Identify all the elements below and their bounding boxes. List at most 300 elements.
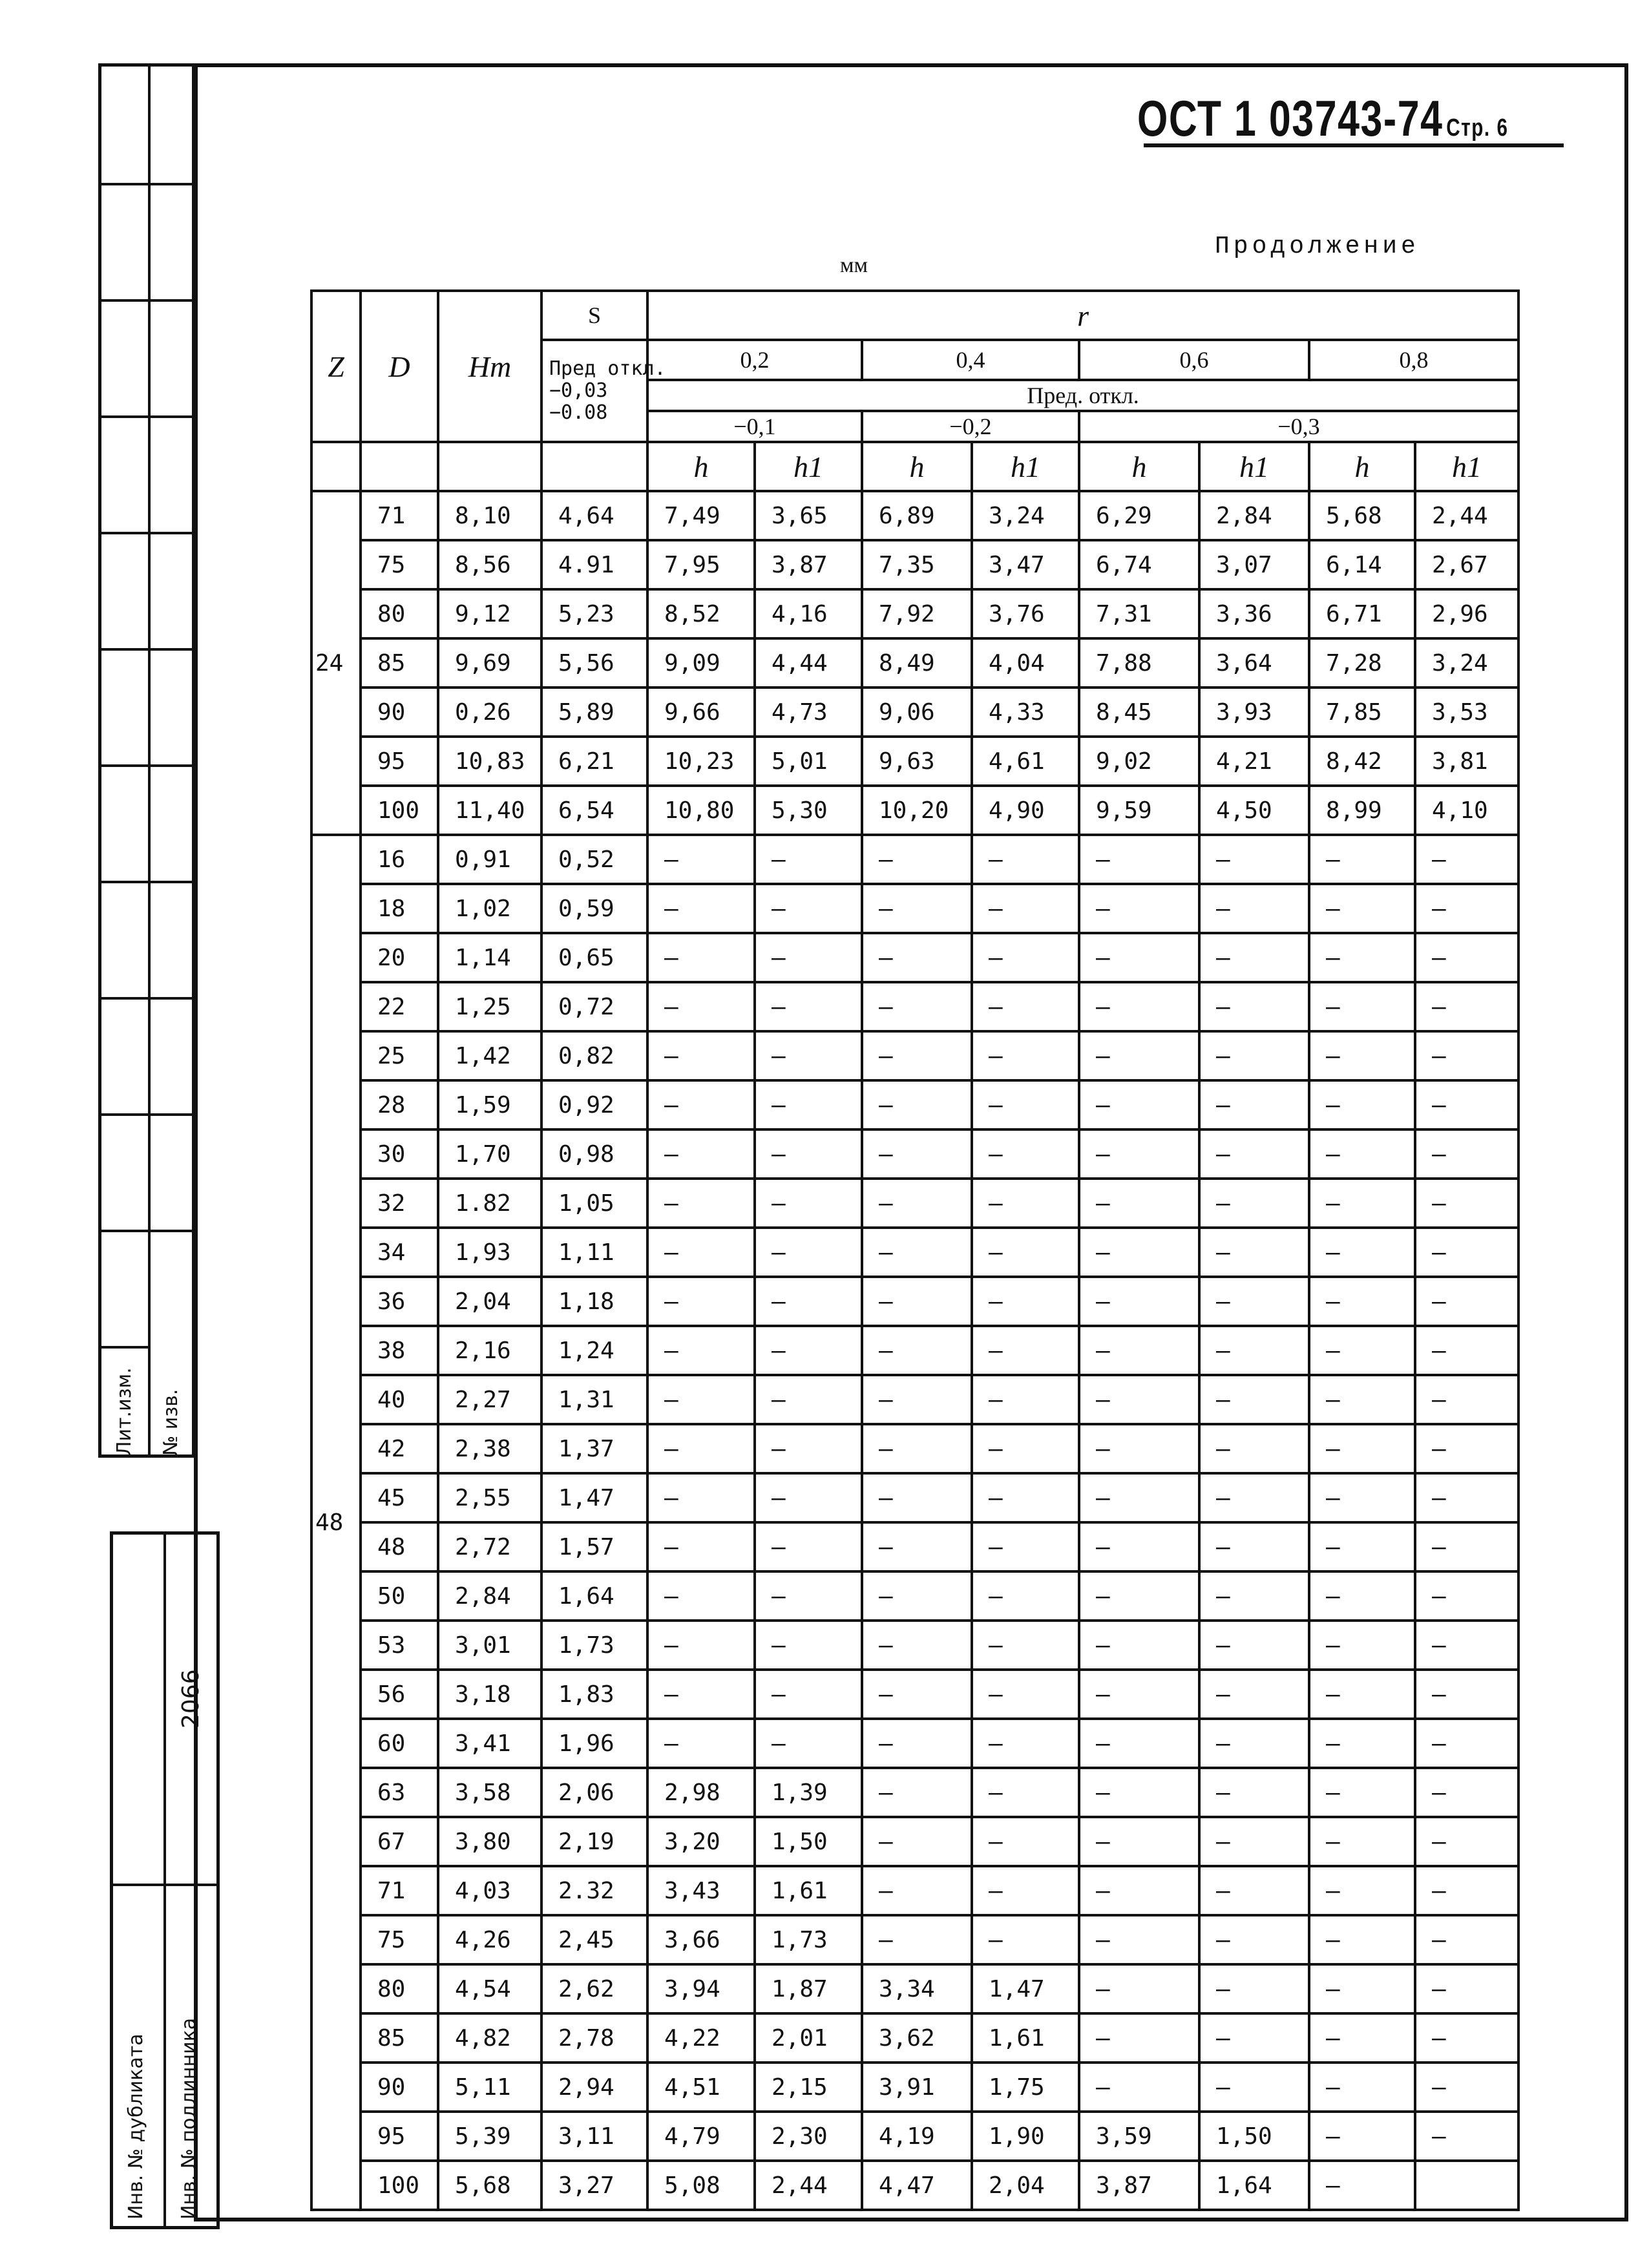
header-r-value: 0,2 [647, 340, 862, 380]
h-value: – [1309, 1522, 1415, 1571]
s-value: 0,98 [541, 1129, 647, 1179]
h1-value: – [1415, 1473, 1518, 1522]
h-value: – [862, 1129, 972, 1179]
h1-value: – [755, 1031, 862, 1080]
standard-number: ОСТ 1 03743-74 [1137, 90, 1444, 147]
s-value: 1,57 [541, 1522, 647, 1571]
h1-value: – [972, 1277, 1079, 1326]
h1-value: 1,39 [755, 1768, 862, 1817]
table-row [311, 884, 1518, 933]
h-value: 8,52 [647, 589, 755, 638]
stamp-cell [148, 532, 195, 534]
h-value: 3,59 [1079, 2112, 1199, 2161]
h-value: 9,02 [1079, 737, 1199, 786]
d-value: 53 [361, 1621, 438, 1670]
s-value: 4.91 [541, 540, 647, 589]
ht-value: 0,91 [438, 835, 541, 884]
h-value: – [1079, 1621, 1199, 1670]
stamp-cell [101, 415, 148, 418]
h-value: – [1079, 1670, 1199, 1719]
s-value: 5,56 [541, 638, 647, 688]
h1-value: – [755, 1473, 862, 1522]
h1-value: 4,50 [1199, 786, 1309, 835]
h1-value: – [972, 1915, 1079, 1964]
h-value: – [1309, 933, 1415, 982]
h1-value: – [1415, 1424, 1518, 1473]
ht-value: 4,03 [438, 1866, 541, 1915]
h1-value: – [972, 1522, 1079, 1571]
h-value: – [1309, 1915, 1415, 1964]
h1-value: – [972, 1768, 1079, 1817]
unit-label: мм [840, 253, 868, 277]
h-value: – [1309, 1621, 1415, 1670]
h-value: – [862, 1670, 972, 1719]
h1-value: – [755, 835, 862, 884]
d-value: 60 [361, 1719, 438, 1768]
h1-value: – [1199, 1277, 1309, 1326]
d-value: 95 [361, 737, 438, 786]
s-value: 6,54 [541, 786, 647, 835]
h1-value: – [972, 1817, 1079, 1866]
h1-value: 1,61 [972, 2013, 1079, 2063]
stamp-cell [148, 648, 195, 651]
ht-value: 1,70 [438, 1129, 541, 1179]
lit-izm-label: Лит.изм. [113, 1367, 136, 1456]
table-row [311, 2063, 1518, 2112]
h-value: – [862, 1719, 972, 1768]
h1-value: – [755, 1277, 862, 1326]
table-row [311, 835, 1518, 884]
h1-value: 4,10 [1415, 786, 1518, 835]
h-value: – [1309, 2063, 1415, 2112]
table-row [311, 982, 1518, 1031]
s-value: 1,96 [541, 1719, 647, 1768]
h-value: – [862, 1424, 972, 1473]
h1-value: – [972, 1571, 1079, 1621]
h1-value: – [972, 1080, 1079, 1129]
s-value: 0,92 [541, 1080, 647, 1129]
h1-value: – [755, 1228, 862, 1277]
table-row [311, 540, 1518, 589]
d-value: 28 [361, 1080, 438, 1129]
s-value: 1,73 [541, 1621, 647, 1670]
table-row [311, 1031, 1518, 1080]
h1-value: – [1199, 2063, 1309, 2112]
h-value: 9,59 [1079, 786, 1199, 835]
ht-value: 3,58 [438, 1768, 541, 1817]
h-value: 7,92 [862, 589, 972, 638]
h-value: – [1309, 2013, 1415, 2063]
h1-value: 2,04 [972, 2161, 1079, 2210]
s-tolerance-lower: −0.08 [549, 401, 608, 424]
h-value: 3,43 [647, 1866, 755, 1915]
h-value: – [1079, 1326, 1199, 1375]
h1-value: – [1199, 1473, 1309, 1522]
h1-value: 4,21 [1199, 737, 1309, 786]
h1-value: – [1415, 1031, 1518, 1080]
stamp-cell [148, 764, 195, 767]
h1-value: – [972, 1375, 1079, 1424]
h1-value: – [1199, 1179, 1309, 1228]
h1-value: – [1415, 1129, 1518, 1179]
s-value: 1,11 [541, 1228, 647, 1277]
ht-value: 1,02 [438, 884, 541, 933]
h-value: – [1079, 1719, 1199, 1768]
h-value: 9,66 [647, 688, 755, 737]
header-d: D [361, 291, 438, 442]
h-value: 6,29 [1079, 491, 1199, 540]
h-value: – [1079, 1571, 1199, 1621]
h1-value: – [972, 835, 1079, 884]
s-value: 2,94 [541, 2063, 647, 2112]
h1-value: 3,65 [755, 491, 862, 540]
header-tolerance: −0,1 [647, 411, 862, 442]
d-value: 85 [361, 2013, 438, 2063]
revision-stamp [98, 63, 195, 1458]
no-izv-label: № изв. [160, 1389, 182, 1456]
table-row [311, 786, 1518, 835]
h1-value: 3,93 [1199, 688, 1309, 737]
header-r-value: 0,4 [862, 340, 1079, 380]
h1-value: – [755, 884, 862, 933]
ht-value: 4,54 [438, 1964, 541, 2013]
h1-value: 2,96 [1415, 589, 1518, 638]
ht-value: 5,11 [438, 2063, 541, 2112]
h1-value: – [972, 1670, 1079, 1719]
h1-value: – [755, 933, 862, 982]
d-value: 95 [361, 2112, 438, 2161]
h1-value: 3,24 [1415, 638, 1518, 688]
h1-value: – [972, 1228, 1079, 1277]
ht-value: 2,55 [438, 1473, 541, 1522]
h-value: – [1309, 982, 1415, 1031]
s-value: 2,19 [541, 1817, 647, 1866]
h1-value: – [1199, 835, 1309, 884]
h1-value: – [1415, 2063, 1518, 2112]
h1-value: – [755, 1670, 862, 1719]
inv-dubl-label: Инв. № дубликата [125, 2033, 147, 2220]
header-tolerance: −0,2 [862, 411, 1079, 442]
h1-value: – [1199, 982, 1309, 1031]
h-value: 3,62 [862, 2013, 972, 2063]
d-value: 56 [361, 1670, 438, 1719]
h-value: – [1309, 1768, 1415, 1817]
table-row [311, 2161, 1518, 2210]
stamp-cell [148, 183, 195, 185]
table-row [311, 1179, 1518, 1228]
h-value: – [1079, 1768, 1199, 1817]
s-value: 2.32 [541, 1866, 647, 1915]
header-h1: h1 [1199, 442, 1309, 491]
h-value: – [1079, 835, 1199, 884]
h-value: 3,34 [862, 1964, 972, 2013]
s-value: 4,64 [541, 491, 647, 540]
h-value: – [1309, 1571, 1415, 1621]
s-value: 1,83 [541, 1670, 647, 1719]
h-value: – [647, 1129, 755, 1179]
h1-value: 1,61 [755, 1866, 862, 1915]
h-value: 8,99 [1309, 786, 1415, 835]
h-value: – [647, 835, 755, 884]
table-row [311, 2013, 1518, 2063]
h-value: – [647, 1277, 755, 1326]
header-tolerance: −0,3 [1079, 411, 1518, 442]
h1-value: – [755, 982, 862, 1031]
h-value: – [647, 1621, 755, 1670]
h-value: – [1079, 1817, 1199, 1866]
h-value: – [647, 1473, 755, 1522]
table-row [311, 1522, 1518, 1571]
d-value: 90 [361, 2063, 438, 2112]
ht-value: 1,59 [438, 1080, 541, 1129]
ht-value: 5,68 [438, 2161, 541, 2210]
h1-value: – [1199, 1621, 1309, 1670]
h1-value: 3,36 [1199, 589, 1309, 638]
s-value: 2,06 [541, 1768, 647, 1817]
h-value: 3,91 [862, 2063, 972, 2112]
h-value: 6,89 [862, 491, 972, 540]
h-value: – [1309, 1129, 1415, 1179]
table-row [311, 1129, 1518, 1179]
table-row [311, 1326, 1518, 1375]
h-value: 5,08 [647, 2161, 755, 2210]
h-value: – [862, 1621, 972, 1670]
h1-value: – [1199, 2013, 1309, 2063]
h-value: – [1079, 1080, 1199, 1129]
h-value: 4,22 [647, 2013, 755, 2063]
document-code [1137, 89, 1509, 148]
h1-value: 1,73 [755, 1915, 862, 1964]
h1-value: 2,44 [1415, 491, 1518, 540]
h1-value: – [1415, 1866, 1518, 1915]
d-value: 50 [361, 1571, 438, 1621]
h-value: 7,28 [1309, 638, 1415, 688]
h-value: – [647, 1179, 755, 1228]
page-number: Стр. 6 [1446, 114, 1509, 142]
s-value: 1,18 [541, 1277, 647, 1326]
h1-value: – [1199, 1424, 1309, 1473]
h-value: 10,80 [647, 786, 755, 835]
h1-value: – [1415, 835, 1518, 884]
stamp-column-divider [163, 1535, 166, 2226]
table-row [311, 1915, 1518, 1964]
table-row [311, 1080, 1518, 1129]
table-row [311, 1375, 1518, 1424]
h1-value: 2,84 [1199, 491, 1309, 540]
h1-value: 4,04 [972, 638, 1079, 688]
h1-value: 4,16 [755, 589, 862, 638]
h-value: – [862, 1473, 972, 1522]
h1-value: 1,87 [755, 1964, 862, 2013]
s-value: 1,64 [541, 1571, 647, 1621]
h-value: – [1309, 1473, 1415, 1522]
h1-value: 1,50 [755, 1817, 862, 1866]
ht-value: 9,69 [438, 638, 541, 688]
h1-value: 1,50 [1199, 2112, 1309, 2161]
stamp-cell [101, 532, 148, 534]
d-value: 45 [361, 1473, 438, 1522]
h-value: 10,23 [647, 737, 755, 786]
h-value: – [1079, 1129, 1199, 1179]
header-h: h [647, 442, 755, 491]
h1-value: – [1199, 1964, 1309, 2013]
table-row [311, 1621, 1518, 1670]
header-spacer [311, 442, 361, 491]
h-value: – [1309, 1424, 1415, 1473]
header-pred-otkl: Пред. откл. [647, 380, 1518, 411]
s-value: 1,31 [541, 1375, 647, 1424]
s-value: 6,21 [541, 737, 647, 786]
header-z: Z [311, 291, 361, 442]
header-h: h [1309, 442, 1415, 491]
d-value: 80 [361, 589, 438, 638]
h-value: 4,47 [862, 2161, 972, 2210]
header-r-value: 0,8 [1309, 340, 1518, 380]
d-value: 30 [361, 1129, 438, 1179]
h1-value: – [1415, 2013, 1518, 2063]
h-value: – [1309, 1866, 1415, 1915]
h1-value: – [972, 1473, 1079, 1522]
table-row [311, 638, 1518, 688]
h1-value: – [972, 1179, 1079, 1228]
s-value: 1,05 [541, 1179, 647, 1228]
h1-value: – [1415, 1375, 1518, 1424]
d-value: 38 [361, 1326, 438, 1375]
s-value: 1,37 [541, 1424, 647, 1473]
h1-value: 5,01 [755, 737, 862, 786]
h1-value: – [1199, 933, 1309, 982]
stamp-cell [148, 1230, 195, 1232]
h-value: – [1309, 2161, 1415, 2210]
h-value: – [1079, 1228, 1199, 1277]
ht-value: 8,10 [438, 491, 541, 540]
h1-value: – [1199, 1326, 1309, 1375]
h1-value: – [1199, 1866, 1309, 1915]
h1-value: – [972, 1866, 1079, 1915]
h1-value: 4,33 [972, 688, 1079, 737]
h-value: – [1309, 1964, 1415, 2013]
h-value: 8,42 [1309, 737, 1415, 786]
stamp-cell [101, 997, 148, 1000]
h1-value: 4,90 [972, 786, 1079, 835]
stamp-cell [101, 183, 148, 185]
table-row [311, 589, 1518, 638]
header-spacer [361, 442, 438, 491]
header-spacer [541, 442, 647, 491]
h1-value: – [1415, 1571, 1518, 1621]
h-value: 7,85 [1309, 688, 1415, 737]
h-value: 9,06 [862, 688, 972, 737]
h1-value: – [755, 1129, 862, 1179]
h-value: 3,66 [647, 1915, 755, 1964]
h1-value: – [755, 1179, 862, 1228]
d-value: 100 [361, 2161, 438, 2210]
h1-value: – [1199, 1915, 1309, 1964]
h-value: – [647, 1080, 755, 1129]
stamp-cell [101, 1346, 148, 1349]
d-value: 71 [361, 491, 438, 540]
h1-value: – [972, 1129, 1079, 1179]
h-value: – [647, 933, 755, 982]
header-h1: h1 [755, 442, 862, 491]
d-value: 100 [361, 786, 438, 835]
h-value: – [1079, 884, 1199, 933]
h-value: – [1309, 1817, 1415, 1866]
h-value: – [1309, 1228, 1415, 1277]
h-value: – [1309, 1031, 1415, 1080]
h-value: – [862, 1031, 972, 1080]
s-value: 0,82 [541, 1031, 647, 1080]
header-h1: h1 [972, 442, 1079, 491]
table-row [311, 1719, 1518, 1768]
h1-value: – [1415, 982, 1518, 1031]
h-value: 6,14 [1309, 540, 1415, 589]
h-value: 7,35 [862, 540, 972, 589]
h-value: – [1309, 884, 1415, 933]
h-value: – [862, 1866, 972, 1915]
header-h: h [862, 442, 972, 491]
d-value: 75 [361, 1915, 438, 1964]
table-row [311, 1424, 1518, 1473]
header-spacer [438, 442, 541, 491]
d-value: 34 [361, 1228, 438, 1277]
h1-value: 3,53 [1415, 688, 1518, 737]
h-value: – [862, 1326, 972, 1375]
ht-value: 2,27 [438, 1375, 541, 1424]
z-value: 48 [311, 835, 361, 2210]
h-value: – [862, 1277, 972, 1326]
h-value: – [862, 1228, 972, 1277]
d-value: 71 [361, 1866, 438, 1915]
h-value: – [1079, 1866, 1199, 1915]
h1-value: – [1415, 1228, 1518, 1277]
h-value: – [1079, 1915, 1199, 1964]
h1-value: – [755, 1326, 862, 1375]
table-row [311, 933, 1518, 982]
h1-value: – [1415, 1522, 1518, 1571]
h-value: – [647, 1571, 755, 1621]
h-value: – [1079, 1375, 1199, 1424]
ht-value: 11,40 [438, 786, 541, 835]
h1-value: – [1415, 1326, 1518, 1375]
h-value: – [862, 1915, 972, 1964]
h-value: – [647, 1522, 755, 1571]
h1-value: – [1415, 933, 1518, 982]
dimensions-table [310, 289, 1520, 2211]
h-value: 8,45 [1079, 688, 1199, 737]
h1-value: – [1415, 1768, 1518, 1817]
h1-value: – [1415, 2112, 1518, 2161]
d-value: 80 [361, 1964, 438, 2013]
ht-value: 1.82 [438, 1179, 541, 1228]
ht-value: 2,72 [438, 1522, 541, 1571]
h1-value: 2,01 [755, 2013, 862, 2063]
h1-value: – [755, 1719, 862, 1768]
h1-value: 1,90 [972, 2112, 1079, 2161]
h-value: – [647, 884, 755, 933]
d-value: 85 [361, 638, 438, 688]
h1-value: 3,24 [972, 491, 1079, 540]
h-value: 5,68 [1309, 491, 1415, 540]
h1-value: 2,30 [755, 2112, 862, 2161]
h-value: 4,79 [647, 2112, 755, 2161]
h1-value: – [755, 1621, 862, 1670]
h-value: 4,51 [647, 2063, 755, 2112]
h1-value: – [755, 1424, 862, 1473]
h-value: – [1309, 1080, 1415, 1129]
h1-value: 5,30 [755, 786, 862, 835]
h-value: – [647, 1228, 755, 1277]
